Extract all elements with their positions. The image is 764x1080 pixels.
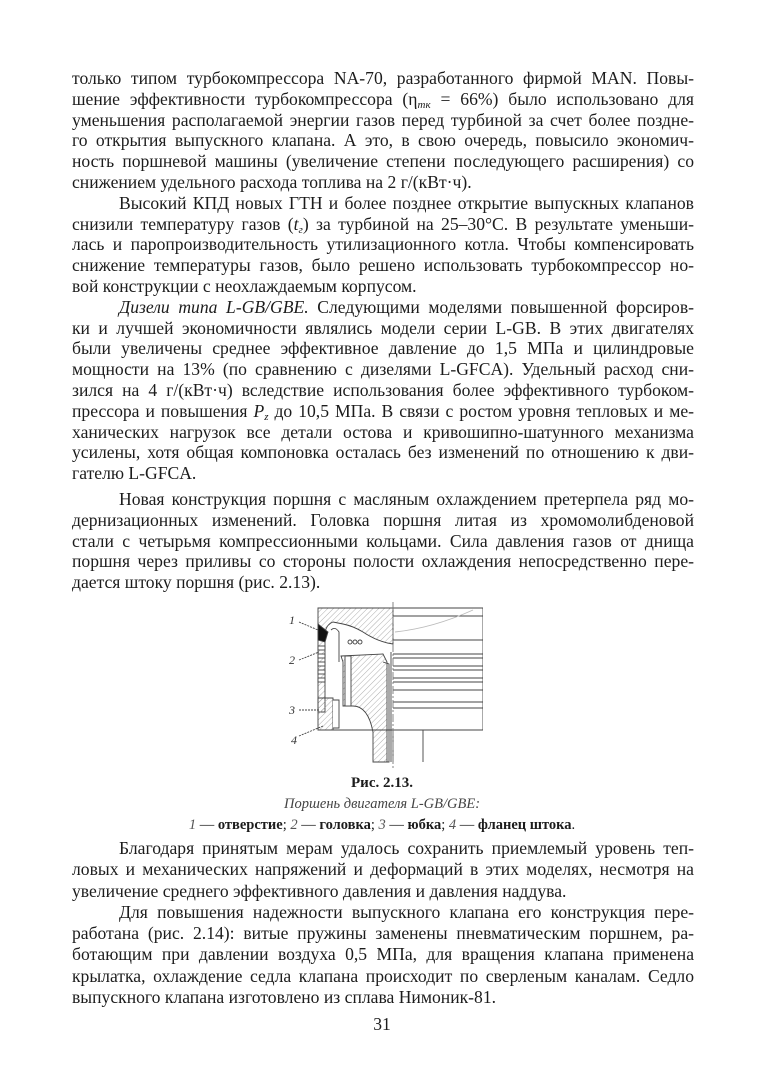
text-line xyxy=(72,89,694,110)
text-run: усилены, хотя общая компоновка осталась без изменений по отношению к дви- xyxy=(72,442,694,463)
text-run: дается штоку поршня (рис. 2.13). xyxy=(72,572,321,593)
text-line xyxy=(72,944,694,965)
text-line xyxy=(72,193,694,214)
text-run: прессора и повышения xyxy=(72,400,254,421)
text-line xyxy=(72,881,694,902)
text-line xyxy=(72,838,694,859)
piston-diagram xyxy=(283,602,483,770)
text-line xyxy=(72,510,694,531)
text-line xyxy=(72,966,694,987)
text-line xyxy=(72,380,694,401)
text-line xyxy=(72,422,694,443)
text-run: снижением удельного расхода топлива на 2 г/(кВт·ч). xyxy=(72,171,472,192)
text-line xyxy=(72,110,694,131)
text-run: работана (рис. 2.14): витые пружины заменены пневматическим поршнем, ра- xyxy=(72,923,694,944)
text-run: только типом турбокомпрессора NA-70, разработанного фирмой MAN. Повы- xyxy=(72,68,694,88)
text-run: ловых и механических напряжений и деформаций в этих моделях, несмотря на xyxy=(72,859,694,880)
text-line xyxy=(72,572,694,593)
text-run: Следующими моделями повышенной форсиров- xyxy=(308,296,694,317)
text-line xyxy=(72,401,694,422)
text-line xyxy=(72,234,694,255)
italic-run: P xyxy=(253,400,265,421)
text-run: снижение температуры газов, было решено использовать турбокомпрессор но- xyxy=(72,255,694,276)
text-run: стали с четырьмя компрессионными кольцами. Сила давления газов от днища xyxy=(72,530,694,551)
text-line xyxy=(72,923,694,944)
italic-run: Дизели типа L-GB/GBE. xyxy=(119,296,309,317)
subscript: тк xyxy=(417,98,431,111)
text-section-middle xyxy=(72,489,694,593)
subscript: г xyxy=(298,223,303,236)
text-line xyxy=(72,255,694,276)
figure-legend: 1 — отверстие; 2 — головка; 3 — юбка; 4 — фланец штока. xyxy=(188,817,576,833)
text-run: до 10,5 МПа. В связи с ростом уровня тепловых и ме- xyxy=(268,400,695,421)
subscript: z xyxy=(264,410,269,423)
callout-3: 3 xyxy=(289,703,295,717)
callout-1: 1 xyxy=(289,613,295,627)
text-run: дернизационных изменений. Головка поршня литая из хромомолибденовой xyxy=(72,509,694,530)
text-run: Новая конструкция поршня с масляным охлаждением претерпела ряд мо- xyxy=(119,489,694,509)
figure-title: Рис. 2.13. xyxy=(351,775,413,791)
text-line xyxy=(72,859,694,880)
text-line xyxy=(72,531,694,552)
text-run: ханических нагрузок все детали остова и кривошипно-шатунного механизма xyxy=(72,421,694,442)
text-run: лась и паропроизводительность утилизационного котла. Чтобы компенсировать xyxy=(72,234,694,255)
text-run: снизили температуру газов ( xyxy=(72,213,294,234)
page-number: 31 xyxy=(373,1014,391,1034)
text-line xyxy=(72,130,694,151)
legend-number: 1 xyxy=(188,817,197,833)
legend-number: 4 xyxy=(448,817,457,833)
text-line xyxy=(72,338,694,359)
text-run: зился на 4 г/(кВт·ч) вследствие использования более эффективного турбоком- xyxy=(72,379,694,400)
text-run: шение эффективности турбокомпрессора (η xyxy=(72,88,418,109)
text-run: уменьшения располагаемой энергии газов перед турбиной за счет более поздне- xyxy=(72,109,694,130)
text-line xyxy=(72,551,694,572)
text-section-top xyxy=(72,68,694,484)
legend-text: фланец штока xyxy=(477,817,572,833)
italic-run: t xyxy=(293,213,299,234)
text-run: = 66%) было использовано для xyxy=(430,88,694,109)
text-line xyxy=(72,463,694,484)
text-run: вой конструкции с неохлаждаемым корпусом. xyxy=(72,275,417,296)
text-line xyxy=(72,442,694,463)
legend-text: отверстие xyxy=(217,817,283,833)
legend-text: юбка xyxy=(407,817,442,833)
text-run: Для повышения надежности выпускного клапана его конструкция пере- xyxy=(119,901,694,922)
text-run: гателю L-GFCA. xyxy=(72,463,197,484)
text-run: поршня через приливы со стороны полости охлаждения непосредственно пере- xyxy=(72,551,694,572)
text-run: крылатка, охлаждение седла клапана происходит по сверленым каналам. Седло xyxy=(72,965,694,986)
text-line xyxy=(72,489,694,510)
legend-text: головка xyxy=(319,817,371,833)
text-line xyxy=(72,902,694,923)
text-run: ) за турбиной на 25–30°С. В результате уменьши- xyxy=(302,213,694,234)
text-run: мощности на 13% (по сравнению с дизелями L-GFCA). Удельный расход сни- xyxy=(72,359,694,380)
text-line xyxy=(72,172,694,193)
text-run: выпускного клапана изготовлено из сплава Нимоник-81. xyxy=(72,987,497,1008)
text-run: Высокий КПД новых ГТН и более позднее открытие выпускных клапанов xyxy=(119,192,694,213)
callout-4: 4 xyxy=(291,733,297,747)
legend-number: 2 xyxy=(290,817,298,833)
text-run: ботающим при давлении воздуха 0,5 МПа, для вращения клапана применена xyxy=(72,944,694,965)
text-run: были увеличены среднее эффективное давление до 1,5 МПа и цилиндровые xyxy=(72,338,694,359)
text-run: ки и лучшей экономичности являлись модели серии L-GB. В этих двигателях xyxy=(72,317,694,338)
text-line xyxy=(72,276,694,297)
text-run: го открытия выпускного клапана. А это, в свою очередь, повысило экономич- xyxy=(72,130,694,151)
legend-number: 3 xyxy=(378,817,386,833)
callout-2: 2 xyxy=(289,653,295,667)
text-run: увеличение среднего эффективного давления и давления наддува. xyxy=(72,880,567,901)
text-line xyxy=(72,214,694,235)
text-line xyxy=(72,297,694,318)
text-run: Благодаря принятым мерам удалось сохранить приемлемый уровень теп- xyxy=(119,838,694,858)
text-line xyxy=(72,987,694,1008)
text-line xyxy=(72,318,694,339)
text-line xyxy=(72,359,694,380)
text-line xyxy=(72,151,694,172)
figure-subtitle: Поршень двигателя L-GB/GBE: xyxy=(283,796,481,812)
text-run: ность поршневой машины (увеличение степени последующего расширения) со xyxy=(72,151,694,172)
text-line xyxy=(72,68,694,89)
text-section-bottom xyxy=(72,838,694,1008)
